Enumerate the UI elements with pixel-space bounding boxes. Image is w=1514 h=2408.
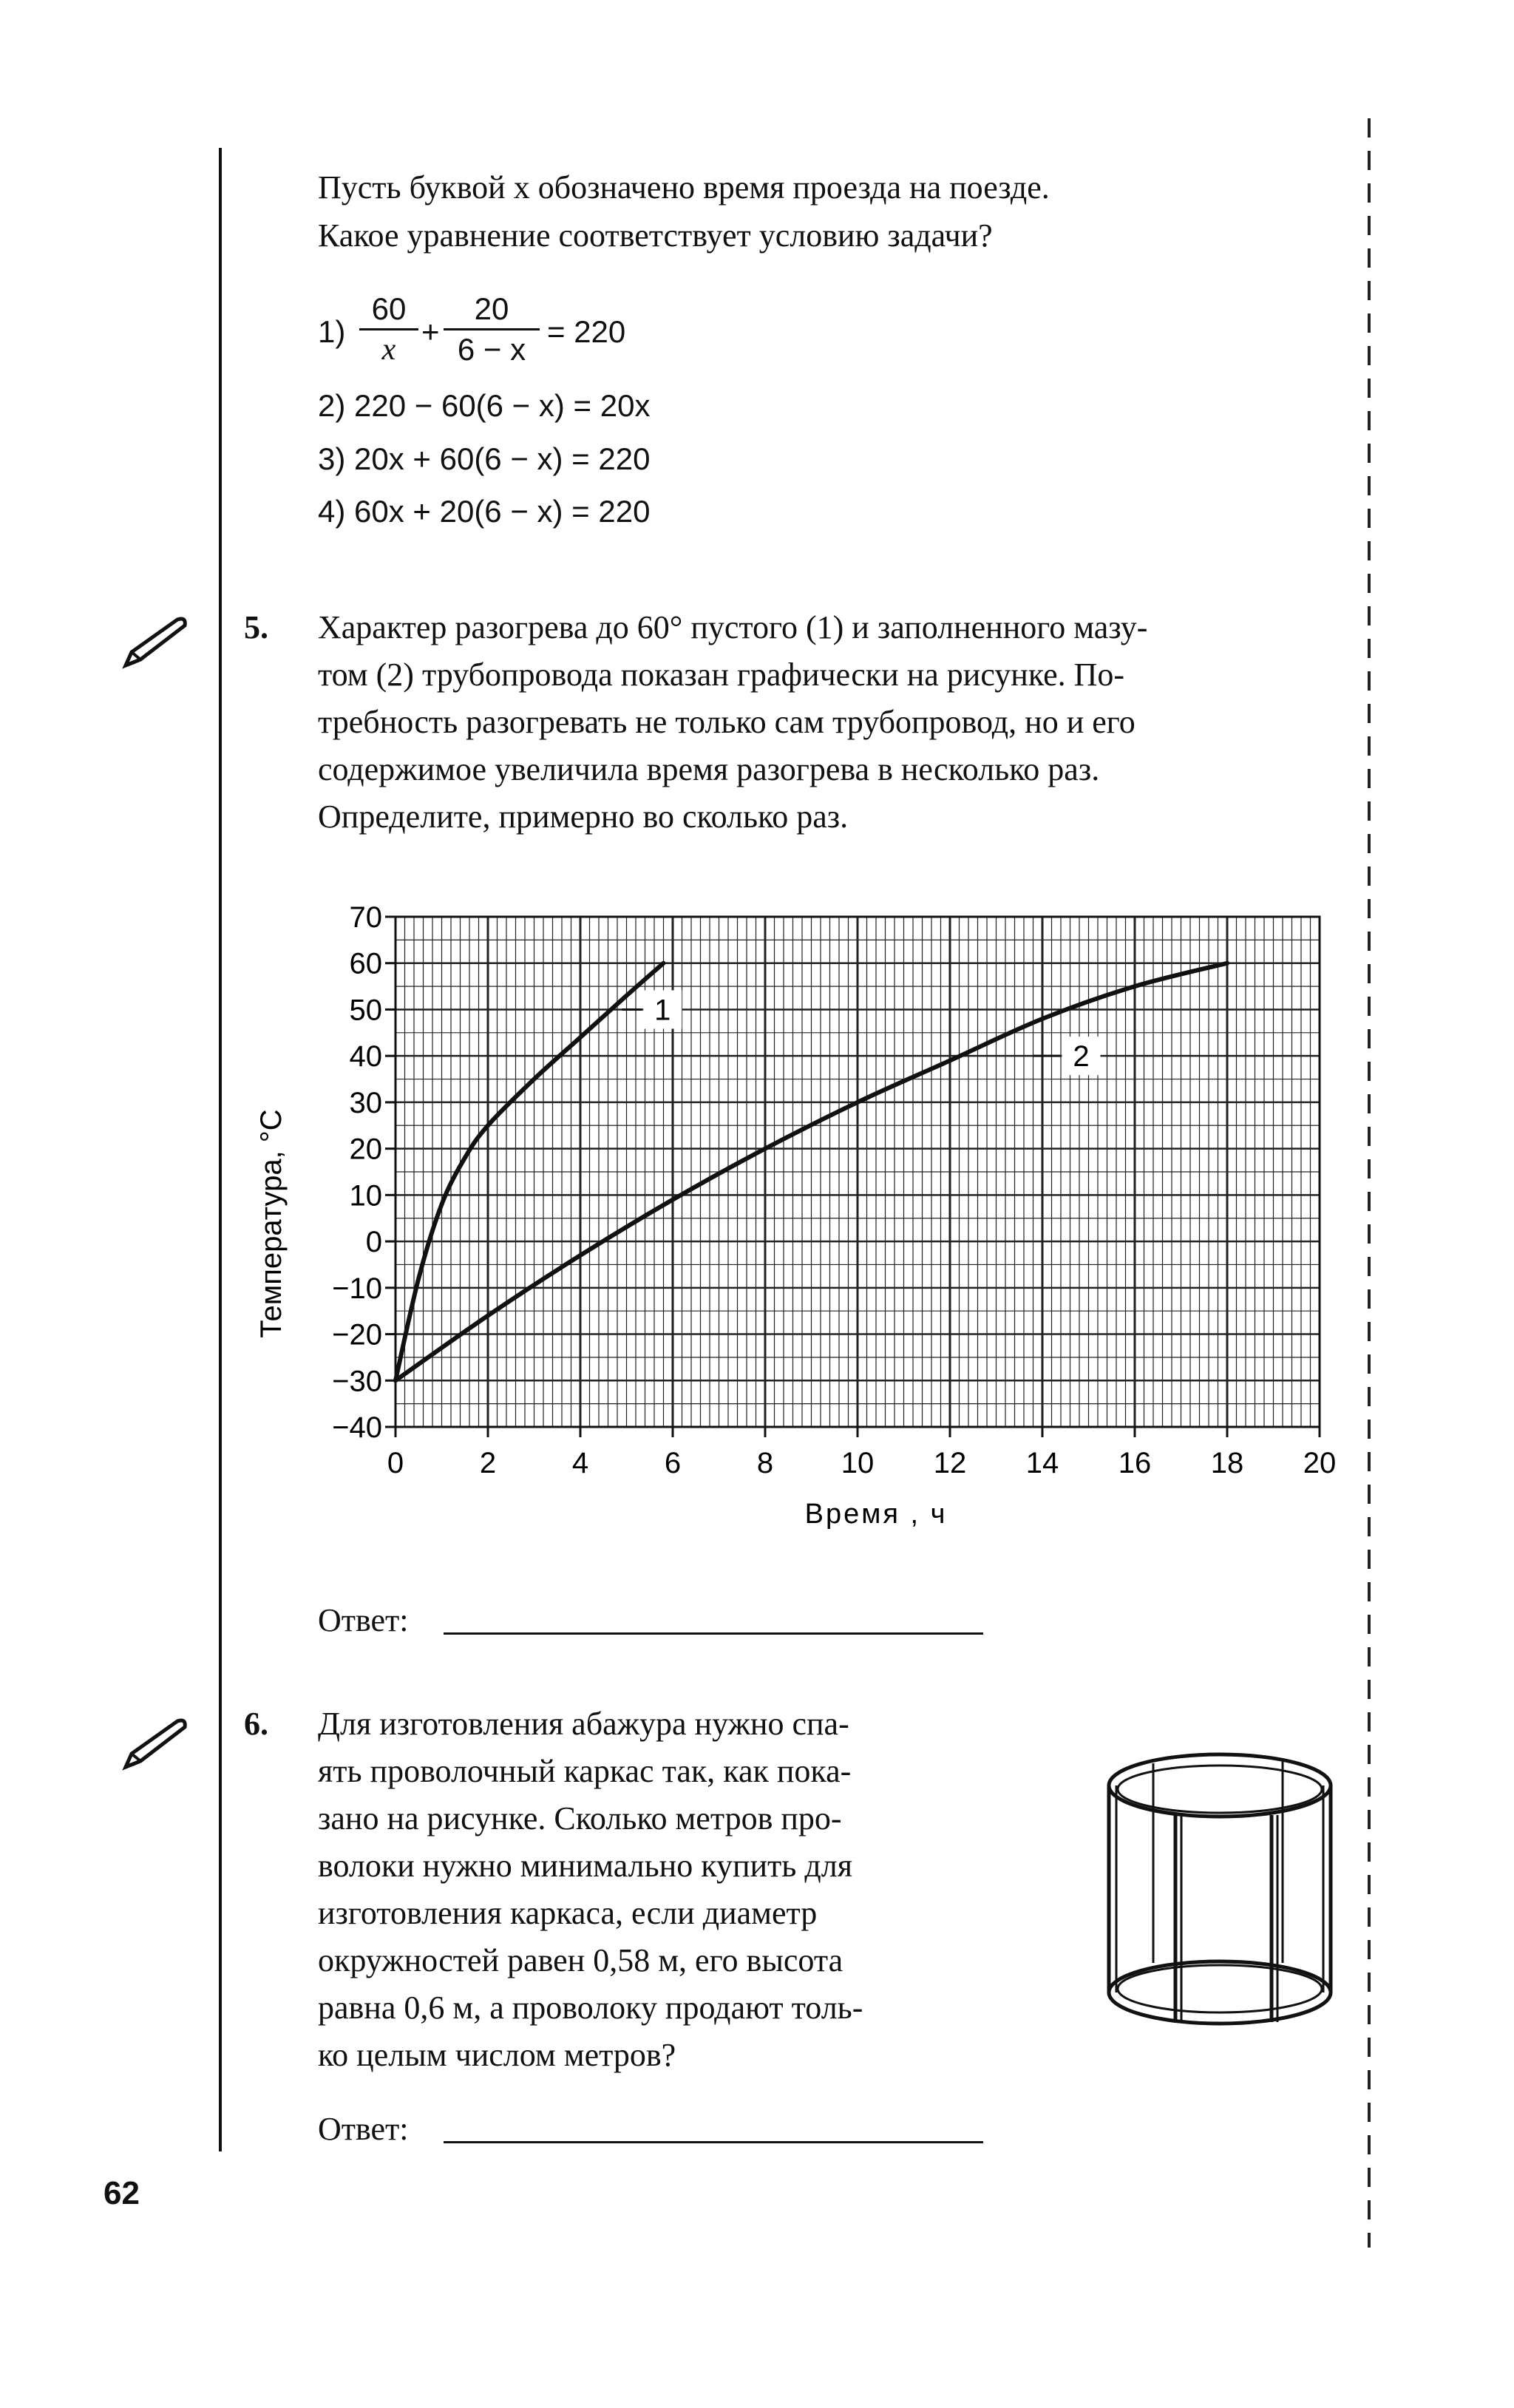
task-6-line: изготовления каркаса, если диаметр [318,1895,818,1931]
task-6-line: Для изготовления абажура нужно спа- [318,1706,849,1742]
series-1-label: 1 [654,994,671,1027]
task-5-answer-line[interactable] [444,1632,983,1635]
x-tick-label: 14 [1025,1447,1059,1479]
y-tick-label: 30 [349,1086,382,1119]
fraction-1-numerator: 60 [359,290,418,330]
task-5-line: требность разогревать не только сам трубопровод, но и его [318,704,1136,740]
y-tick-label: −30 [332,1365,382,1398]
option-4: 4) 60x + 20(6 − x) = 220 [318,494,651,529]
x-tick-label: 16 [1118,1447,1152,1479]
pencil-icon [118,1715,192,1774]
x-tick-label: 10 [841,1447,875,1479]
task-6-line: равна 0,6 м, а проволоку продают толь- [318,1990,863,2026]
heating-chart [251,887,1345,1553]
intro-line-1: Пусть буквой x обозначено время проезда на поезде. [318,169,1050,206]
option-1-rhs: = 220 [547,314,626,349]
y-tick-label: 0 [365,1226,382,1259]
fraction-2-numerator: 20 [444,290,540,330]
series-2-label: 2 [1073,1040,1090,1074]
task-6-line: волоки нужно минимально купить для [318,1848,852,1884]
task-5-line: Определите, примерно во сколько раз. [318,798,849,835]
x-tick-label: 0 [387,1447,404,1479]
task-5-answer-label: Ответ: [318,1602,409,1638]
intro-line-2: Какое уравнение соответствует условию задачи? [318,217,993,254]
task-5-line: Характер разогрева до 60° пустого (1) и заполненного мазу- [318,609,1148,645]
wire-frame-drawing [1094,1745,1345,2055]
y-axis-label: Температура, °С [255,1109,288,1338]
task-5-text [318,604,1353,841]
task-6-line: окружностей равен 0,58 м, его высота [318,1942,843,1978]
x-tick-label: 8 [756,1447,774,1479]
x-axis-label: Время , ч [804,1499,948,1530]
x-tick-label: 20 [1303,1447,1337,1479]
option-1-fraction-1 [359,290,418,369]
option-1-plus: + [421,314,440,349]
y-tick-label: 60 [349,947,382,980]
y-tick-label: −40 [332,1411,382,1444]
task-5-line: содержимое увеличила время разогрева в несколько раз. [318,751,1100,787]
option-2: 2) 220 − 60(6 − x) = 20x [318,388,651,423]
task-6-line: ко целым числом метров? [318,2037,676,2073]
fraction-2-denominator: 6 − x [457,332,526,367]
y-tick-label: 40 [349,1040,382,1074]
option-1-label: 1) [318,314,346,349]
option-1-fraction-2 [444,290,540,369]
x-tick-label: 6 [664,1447,682,1479]
pencil-icon [118,614,192,673]
task-6-line: ять проволочный каркас так, как пока- [318,1753,852,1789]
y-tick-label: −20 [332,1318,382,1351]
y-tick-label: −10 [332,1272,382,1305]
y-tick-label: 10 [349,1179,382,1213]
task-6-answer-line[interactable] [444,2141,983,2143]
task-6-number: 6. [244,1706,268,1742]
y-tick-label: 70 [349,901,382,934]
option-3: 3) 20x + 60(6 − x) = 220 [318,441,651,476]
page-number: 62 [103,2175,140,2211]
y-tick-label: 50 [349,994,382,1027]
left-margin-rule [219,148,222,2151]
x-tick-label: 2 [479,1447,497,1479]
fraction-1-denominator: x [381,333,396,367]
right-cut-line [1368,118,1371,2248]
x-tick-label: 12 [933,1447,967,1479]
x-tick-label: 18 [1210,1447,1244,1479]
task-6-text [318,1700,1005,2079]
x-tick-label: 4 [571,1447,589,1479]
y-tick-label: 20 [349,1133,382,1166]
task-6-answer-label: Ответ: [318,2111,409,2147]
task-5-line: том (2) трубопровода показан графически на рисунке. По- [318,657,1125,693]
task-5-number: 5. [244,609,268,645]
task-6-line: зано на рисунке. Сколько метров про- [318,1800,842,1836]
